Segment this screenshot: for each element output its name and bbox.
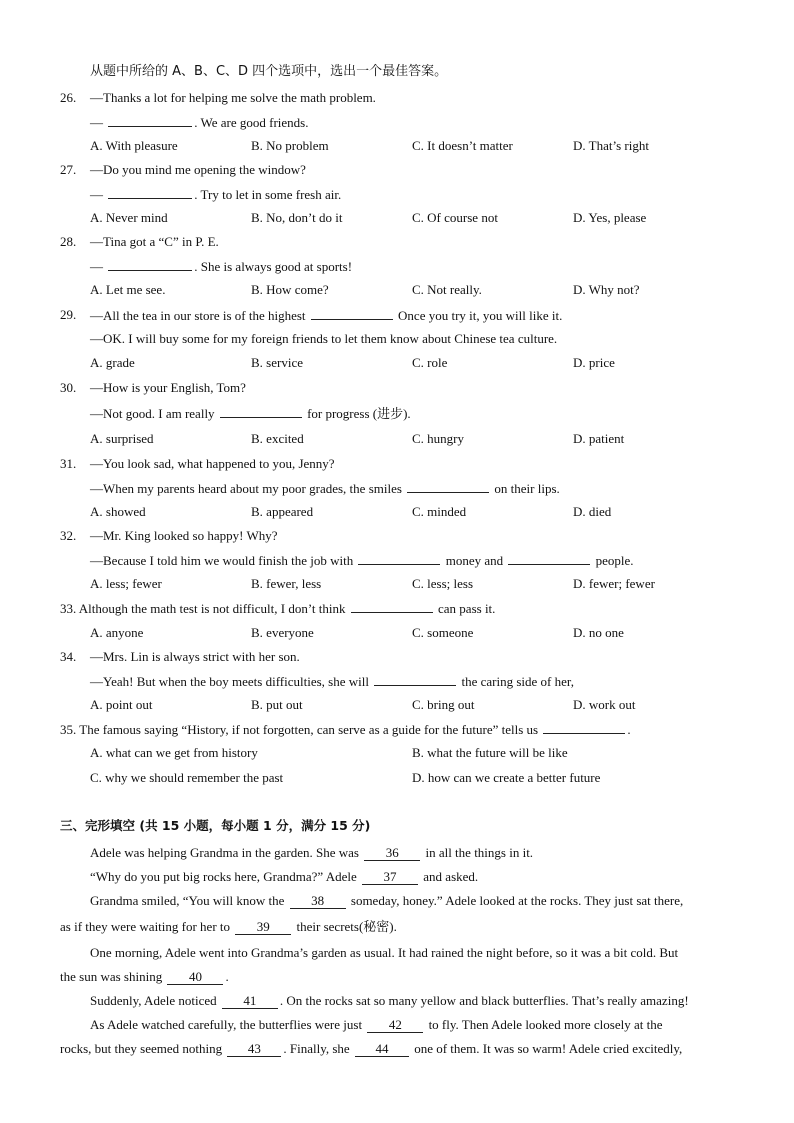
cloze-blank-44[interactable]: 44 xyxy=(355,1042,409,1057)
dash: — xyxy=(90,187,103,202)
passage-text: someday, honey.” Adele looked at the rocks. They just sat there, xyxy=(350,893,684,908)
option-c[interactable]: C. minded xyxy=(412,504,467,519)
question-line-1: —Tina got a “C” in P. E. xyxy=(90,234,219,249)
option-a[interactable]: A. grade xyxy=(90,355,135,370)
line-text: money and xyxy=(445,553,504,568)
question-line-2 xyxy=(90,405,411,422)
question-line-1: —How is your English, Tom? xyxy=(90,380,246,395)
question-line-1 xyxy=(60,600,495,617)
cloze-blank-38[interactable]: 38 xyxy=(290,894,346,909)
cloze-paragraph-3-line-1 xyxy=(90,893,683,909)
option-d[interactable]: D. Why not? xyxy=(573,282,640,297)
cloze-paragraph-4-line-2 xyxy=(60,969,229,985)
option-c[interactable]: C. role xyxy=(412,355,448,370)
option-b[interactable]: B. How come? xyxy=(251,282,329,297)
line-text: —All the tea in our store is of the highest xyxy=(90,308,306,323)
line-text: the caring side of her, xyxy=(461,674,574,689)
passage-text: in all the things in it. xyxy=(425,845,534,860)
option-a[interactable]: A. With pleasure xyxy=(90,138,178,153)
option-a[interactable]: A. Never mind xyxy=(90,210,168,225)
section-heading: 三、完形填空 (共 15 小题，每小题 1 分，满分 15 分) xyxy=(60,818,371,833)
question-line-2 xyxy=(90,673,574,690)
option-a[interactable]: A. showed xyxy=(90,504,146,519)
option-d[interactable]: D. work out xyxy=(573,697,636,712)
cloze-paragraph-6-line-1 xyxy=(90,1017,663,1033)
question-line-2: —OK. I will buy some for my foreign friends to let them know about Chinese tea culture. xyxy=(90,331,558,346)
passage-text: Suddenly, Adele noticed xyxy=(90,993,217,1008)
passage-text: . Finally, she xyxy=(283,1041,350,1056)
line-text: 33. Although the math test is not difficult, I don’t think xyxy=(60,601,346,616)
passage-text: . On the rocks sat so many yellow and black butterflies. That’s really amazing! xyxy=(279,993,689,1008)
option-b[interactable]: B. put out xyxy=(251,697,303,712)
passage-text: Grandma smiled, “You will know the xyxy=(90,893,285,908)
question-number: 31. xyxy=(60,456,77,471)
option-b[interactable]: B. No, don’t do it xyxy=(251,210,343,225)
cloze-blank-41[interactable]: 41 xyxy=(222,994,278,1009)
option-a[interactable]: A. Let me see. xyxy=(90,282,166,297)
option-d[interactable]: D. Yes, please xyxy=(573,210,647,225)
option-a[interactable]: A. point out xyxy=(90,697,153,712)
option-d[interactable]: D. how can we create a better future xyxy=(412,770,601,785)
question-number: 34. xyxy=(60,649,77,664)
dash: — xyxy=(90,115,103,130)
answer-blank[interactable] xyxy=(508,552,590,565)
cloze-blank-43[interactable]: 43 xyxy=(227,1042,281,1057)
option-c[interactable]: C. Not really. xyxy=(412,282,482,297)
question-line-1: —Thanks a lot for helping me solve the math problem. xyxy=(90,90,376,105)
passage-text: As Adele watched carefully, the butterflies were just xyxy=(90,1017,363,1032)
line-text: Once you try it, you will like it. xyxy=(398,308,563,323)
cloze-blank-36[interactable]: 36 xyxy=(364,846,420,861)
option-c[interactable]: C. It doesn’t matter xyxy=(412,138,513,153)
cloze-paragraph-3-line-2 xyxy=(60,919,397,935)
line-text: on their lips. xyxy=(494,481,560,496)
question-line-2 xyxy=(90,258,352,275)
cloze-paragraph-6-line-2 xyxy=(60,1041,682,1057)
answer-blank[interactable] xyxy=(407,480,489,493)
option-b[interactable]: B. No problem xyxy=(251,138,329,153)
passage-text: . xyxy=(225,969,229,984)
answer-blank[interactable] xyxy=(220,405,302,418)
line-text: . We are good friends. xyxy=(194,115,309,130)
question-line-1: —You look sad, what happened to you, Jenny? xyxy=(90,456,335,471)
cloze-paragraph-5 xyxy=(90,993,689,1009)
question-line-1: —Mrs. Lin is always strict with her son. xyxy=(90,649,300,664)
instruction-text: 从题中所给的 A、B、C、D 四个选项中，选出一个最佳答案。 xyxy=(90,64,448,79)
option-b[interactable]: B. excited xyxy=(251,431,304,446)
question-line-2 xyxy=(90,552,634,569)
line-text: —Because I told him we would finish the job with xyxy=(90,553,354,568)
answer-blank[interactable] xyxy=(108,186,192,199)
question-number: 32. xyxy=(60,528,77,543)
answer-blank[interactable] xyxy=(108,114,192,127)
line-text: can pass it. xyxy=(438,601,496,616)
cloze-paragraph-1 xyxy=(90,845,533,861)
passage-text: to fly. Then Adele looked more closely at the xyxy=(428,1017,663,1032)
option-d[interactable]: D. price xyxy=(573,355,615,370)
passage-text: “Why do you put big rocks here, Grandma?” Adele xyxy=(90,869,357,884)
line-text: . xyxy=(627,722,631,737)
question-line-1 xyxy=(60,721,631,738)
cloze-paragraph-2 xyxy=(90,869,478,885)
option-d[interactable]: D. fewer; fewer xyxy=(573,576,655,591)
answer-blank[interactable] xyxy=(351,600,433,613)
question-number: 30. xyxy=(60,380,77,395)
option-b[interactable]: B. everyone xyxy=(251,625,314,640)
option-d[interactable]: D. patient xyxy=(573,431,625,446)
cloze-blank-42[interactable]: 42 xyxy=(367,1018,423,1033)
line-text: —Yeah! But when the boy meets difficulties, she will xyxy=(90,674,369,689)
question-line-2 xyxy=(90,480,560,497)
option-b[interactable]: B. appeared xyxy=(251,504,314,519)
line-text: people. xyxy=(595,553,634,568)
passage-text: as if they were waiting for her to xyxy=(60,919,231,934)
option-a[interactable]: A. what can we get from history xyxy=(90,745,258,760)
line-text: . Try to let in some fresh air. xyxy=(194,187,342,202)
option-d[interactable]: D. died xyxy=(573,504,612,519)
question-line-1: —Mr. King looked so happy! Why? xyxy=(90,528,278,543)
line-text: —When my parents heard about my poor grades, the smiles xyxy=(90,481,402,496)
question-line-2 xyxy=(90,186,341,203)
passage-text: rocks, but they seemed nothing xyxy=(60,1041,223,1056)
option-c[interactable]: C. bring out xyxy=(412,697,475,712)
question-number: 29. xyxy=(60,307,77,322)
answer-blank[interactable] xyxy=(311,307,393,320)
question-line-2 xyxy=(90,114,308,131)
option-b[interactable]: B. fewer, less xyxy=(251,576,322,591)
line-text: for progress (进步). xyxy=(307,406,411,421)
option-a[interactable]: A. surprised xyxy=(90,431,154,446)
option-d[interactable]: D. no one xyxy=(573,625,624,640)
option-c[interactable]: C. why we should remember the past xyxy=(90,770,284,785)
option-d[interactable]: D. That’s right xyxy=(573,138,649,153)
option-a[interactable]: A. anyone xyxy=(90,625,144,640)
answer-blank[interactable] xyxy=(543,721,625,734)
passage-text: the sun was shining xyxy=(60,969,163,984)
option-c[interactable]: C. Of course not xyxy=(412,210,498,225)
question-number: 27. xyxy=(60,162,77,177)
question-number: 26. xyxy=(60,90,77,105)
option-c[interactable]: C. hungry xyxy=(412,431,464,446)
dash: — xyxy=(90,259,103,274)
question-number: 28. xyxy=(60,234,77,249)
option-c[interactable]: C. less; less xyxy=(412,576,474,591)
option-c[interactable]: C. someone xyxy=(412,625,474,640)
passage-text: one of them. It was so warm! Adele cried excitedly, xyxy=(414,1041,683,1056)
line-text: 35. The famous saying “History, if not forgotten, can serve as a guide for the future” tells us xyxy=(60,722,539,737)
answer-blank[interactable] xyxy=(374,673,456,686)
option-a[interactable]: A. less; fewer xyxy=(90,576,162,591)
passage-text: and asked. xyxy=(423,869,479,884)
line-text: —Not good. I am really xyxy=(90,406,215,421)
line-text: . She is always good at sports! xyxy=(194,259,353,274)
cloze-blank-40[interactable]: 40 xyxy=(167,970,223,985)
question-line-1 xyxy=(90,307,562,324)
cloze-blank-37[interactable]: 37 xyxy=(362,870,418,885)
answer-blank[interactable] xyxy=(108,258,192,271)
option-b[interactable]: B. what the future will be like xyxy=(412,745,568,760)
cloze-blank-39[interactable]: 39 xyxy=(235,920,291,935)
answer-blank[interactable] xyxy=(358,552,440,565)
option-b[interactable]: B. service xyxy=(251,355,303,370)
passage-text: Adele was helping Grandma in the garden. She was xyxy=(90,845,359,860)
question-line-1: —Do you mind me opening the window? xyxy=(90,162,306,177)
cloze-paragraph-4-line-1: One morning, Adele went into Grandma’s garden as usual. It had rained the night before, so it was a bit cold. But xyxy=(90,945,679,960)
passage-text: their secrets(秘密). xyxy=(296,919,397,934)
